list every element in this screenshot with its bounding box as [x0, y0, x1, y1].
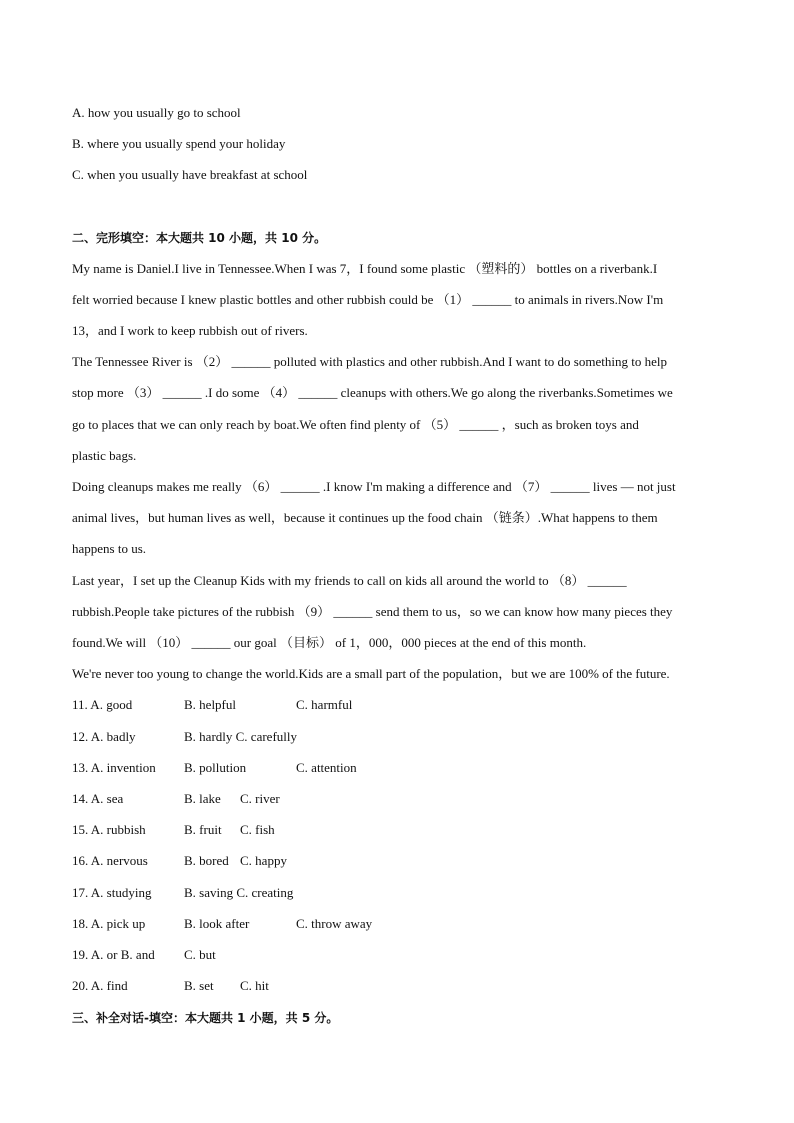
question-choice-a: 18. A. pick up — [72, 916, 146, 931]
section-3-heading: 三、补全对话-填空：本大题共 1 小题，共 5 分。 — [72, 1011, 339, 1025]
question-choice-b: B. set — [184, 978, 214, 993]
question-choice-c: C. river — [240, 791, 280, 806]
option-a: A. how you usually go to school — [72, 105, 241, 120]
passage-line: plastic bags. — [72, 448, 137, 463]
passage-line: We're never too young to change the world.Kids are a small part of the population，but we are 100% of the future. — [72, 666, 670, 681]
passage-line: felt worried because I knew plastic bottles and other rubbish could be （1） ______ to animals in rivers.Now I'm — [72, 292, 664, 307]
question-choice-b: B. bored — [184, 853, 229, 868]
question-choice-b: B. lake — [184, 791, 221, 806]
passage-line: 13，and I work to keep rubbish out of rivers. — [72, 323, 308, 338]
option-b: B. where you usually spend your holiday — [72, 136, 286, 151]
question-choice-a: 12. A. badly — [72, 729, 136, 744]
passage-line: The Tennessee River is （2） ______ polluted with plastics and other rubbish.And I want to do something to help — [72, 354, 667, 369]
passage-line: My name is Daniel.I live in Tennessee.When I was 7，I found some plastic （塑料的） bottles on a riverbank.I — [72, 261, 658, 276]
question-choice-b: B. pollution — [184, 760, 247, 775]
question-choice-a: 16. A. nervous — [72, 853, 148, 868]
option-c: C. when you usually have breakfast at school — [72, 167, 308, 182]
question-choice-b: B. saving C. creating — [184, 885, 294, 900]
question-choice-a: 14. A. sea — [72, 791, 124, 806]
question-choice-a: 20. A. find — [72, 978, 128, 993]
passage-line: animal lives，but human lives as well，because it continues up the food chain （链条）.What happens to them — [72, 510, 658, 525]
question-choice-c: C. fish — [240, 822, 275, 837]
question-choice-b: B. hardly C. carefully — [184, 729, 297, 744]
section-2-heading: 二、完形填空：本大题共 10 小题，共 10 分。 — [72, 231, 327, 245]
passage-line: Last year，I set up the Cleanup Kids with my friends to call on kids all around the world to （8） ______ — [72, 573, 627, 588]
passage-line: stop more （3） ______ .I do some （4） ______ cleanups with others.We go along the riverbanks.Sometimes we — [72, 385, 673, 400]
question-choice-a: 13. A. invention — [72, 760, 156, 775]
question-choice-a: 17. A. studying — [72, 885, 152, 900]
question-choice-b: B. look after — [184, 916, 250, 931]
question-choice-c: C. happy — [240, 853, 287, 868]
passage-line: go to places that we can only reach by boat.We often find plenty of （5） ______ ，such as broken toys and — [72, 417, 639, 432]
question-choice-b: B. helpful — [184, 697, 236, 712]
question-choice-c: C. attention — [296, 760, 357, 775]
question-choice-a: 19. A. or B. and — [72, 947, 155, 962]
question-choice-c: C. hit — [240, 978, 269, 993]
question-choice-c: C. throw away — [296, 916, 373, 931]
passage-line: Doing cleanups makes me really （6） ______ .I know I'm making a difference and （7） ______ lives — not just — [72, 479, 676, 494]
passage-line: happens to us. — [72, 541, 147, 556]
question-choice-a: 15. A. rubbish — [72, 822, 146, 837]
passage-line: rubbish.People take pictures of the rubbish （9） ______ send them to us，so we can know how many pieces they — [72, 604, 673, 619]
question-choice-b: B. fruit — [184, 822, 222, 837]
question-choice-b: C. but — [184, 947, 216, 962]
question-choice-a: 11. A. good — [72, 697, 133, 712]
passage-line: found.We will （10） ______ our goal （目标） of 1，000，000 pieces at the end of this month. — [72, 635, 587, 650]
question-choice-c: C. harmful — [296, 697, 353, 712]
